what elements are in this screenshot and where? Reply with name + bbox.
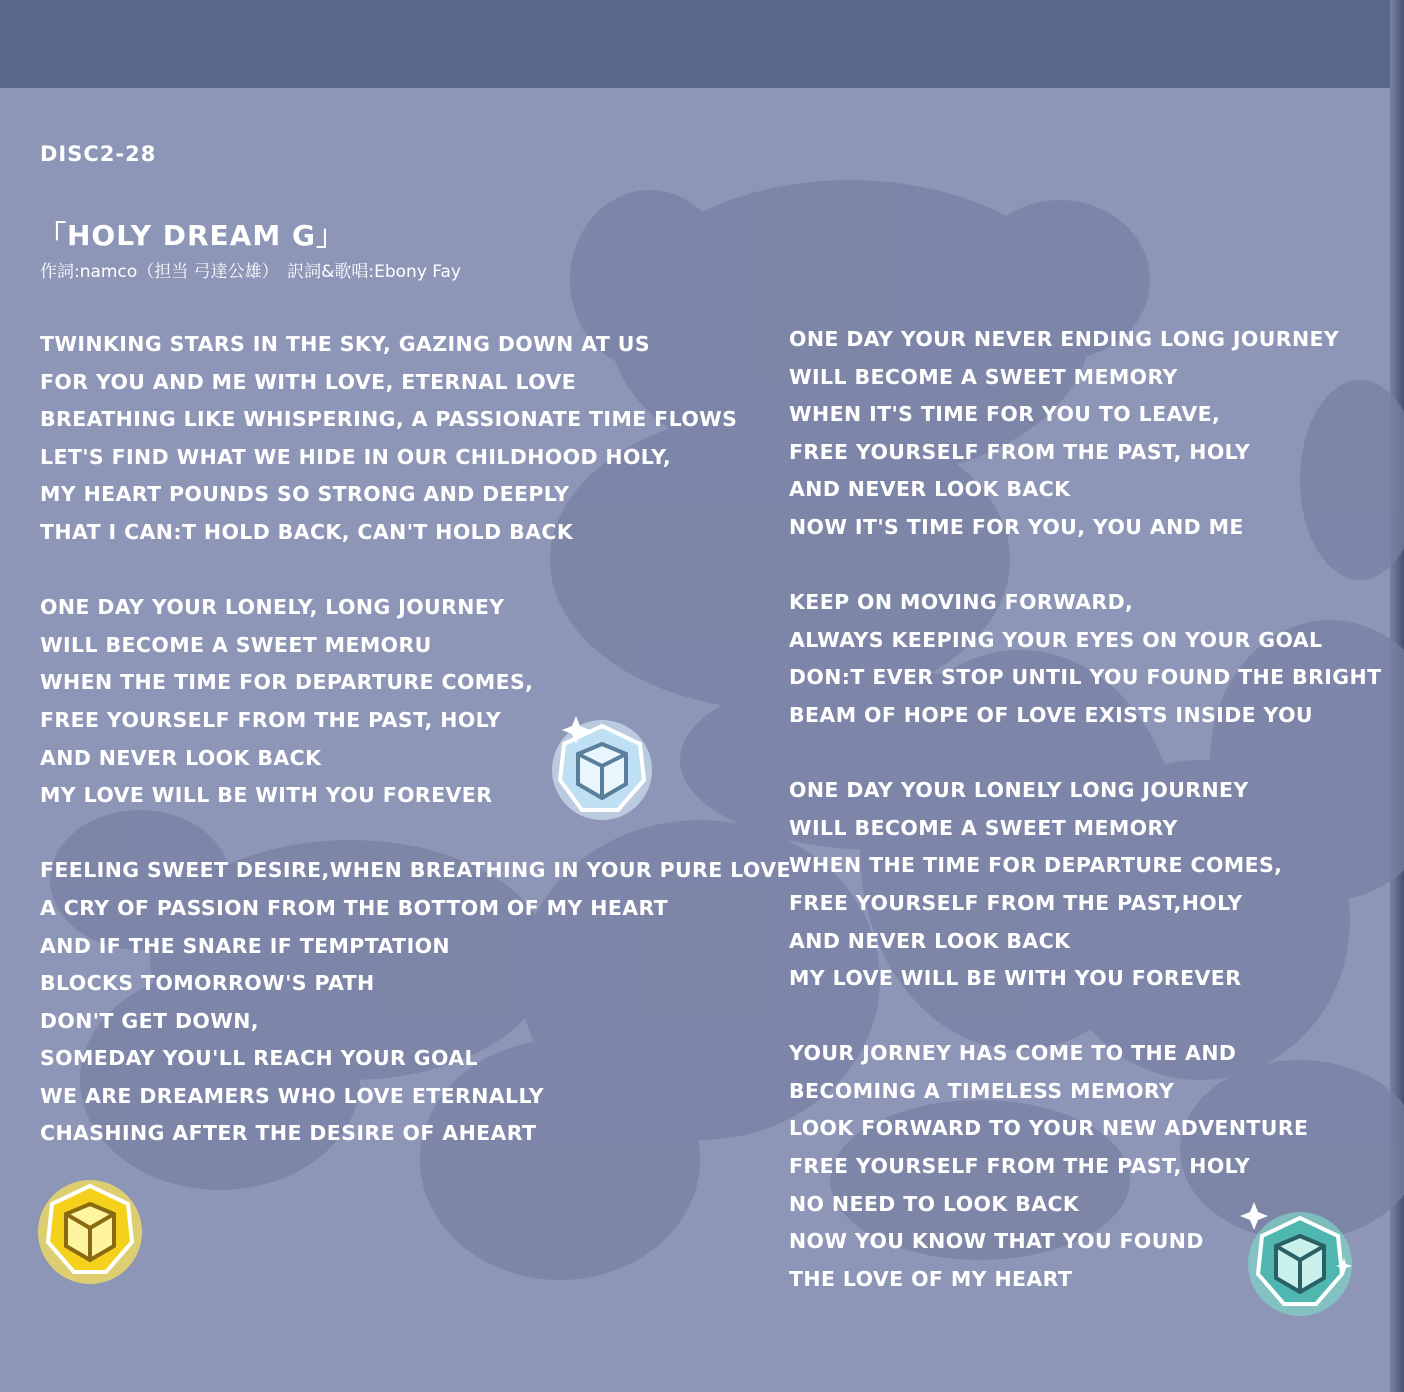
lyrics-stanza	[40, 326, 791, 552]
lyric-line: FEELING SWEET DESIRE,WHEN BREATHING IN YOUR PURE LOVE	[40, 858, 791, 883]
lyric-line: AND NEVER LOOK BACK	[789, 477, 1071, 502]
lyric-line: FREE YOURSELF FROM THE PAST, HOLY	[40, 707, 502, 732]
lyric-line: FREE YOURSELF FROM THE PAST,HOLY	[789, 890, 1243, 915]
lyric-line: BREATHING LIKE WHISPERING, A PASSIONATE TIME FLOWS	[40, 407, 738, 432]
lyric-line: LOOK FORWARD TO YOUR NEW ADVENTURE	[789, 1116, 1309, 1141]
lyric-line: WILL BECOME A SWEET MEMORU	[40, 632, 432, 657]
lyric-line: FOR YOU AND ME WITH LOVE, ETERNAL LOVE	[40, 369, 577, 394]
lyric-line: WE ARE DREAMERS WHO LOVE ETERNALLY	[40, 1083, 545, 1108]
lyrics-stanza	[40, 852, 791, 1153]
lyric-line: FREE YOURSELF FROM THE PAST, HOLY	[789, 439, 1251, 464]
diamond-gem-icon-teal	[1236, 1198, 1360, 1322]
lyric-line: NOW YOU KNOW THAT YOU FOUND	[789, 1229, 1204, 1254]
diamond-gem-icon-blue	[540, 710, 664, 822]
lyric-line: WHEN THE TIME FOR DEPARTURE COMES,	[789, 853, 1283, 878]
lyric-line: AND IF THE SNARE IF TEMPTATION	[40, 933, 450, 958]
lyric-line: ONE DAY YOUR NEVER ENDING LONG JOURNEY	[789, 327, 1340, 351]
lyric-line: AND NEVER LOOK BACK	[789, 928, 1071, 953]
lyric-line: KEEP ON MOVING FORWARD,	[789, 590, 1134, 615]
lyrics-stanza	[40, 589, 791, 815]
lyric-line: MY HEART POUNDS SO STRONG AND DEEPLY	[40, 482, 570, 507]
lyric-line: WILL BECOME A SWEET MEMORY	[789, 815, 1178, 840]
lyric-line: ALWAYS KEEPING YOUR EYES ON YOUR GOAL	[789, 627, 1323, 652]
diamond-gem-icon-yellow	[30, 1170, 150, 1290]
lyric-line: YOUR JORNEY HAS COME TO THE AND	[789, 1041, 1237, 1066]
lyric-line: BLOCKS TOMORROW'S PATH	[40, 971, 375, 996]
lyric-line: BEAM OF HOPE OF LOVE EXISTS INSIDE YOU	[789, 702, 1313, 727]
lyric-line: MY LOVE WILL BE WITH YOU FOREVER	[40, 783, 493, 808]
lyric-line: BECOMING A TIMELESS MEMORY	[789, 1078, 1175, 1103]
lyric-line: TWINKING STARS IN THE SKY, GAZING DOWN AT US	[40, 332, 651, 356]
song-credits: 作詞:namco（担当 弓達公雄） 訳詞&歌唱:Ebony Fay	[40, 262, 461, 282]
lyrics-column-left	[40, 326, 791, 1191]
lyric-line: SOMEDAY YOU'LL REACH YOUR GOAL	[40, 1046, 478, 1071]
lyric-line: THE LOVE OF MY HEART	[789, 1266, 1073, 1291]
disc-track-number: DISC2-28	[40, 142, 157, 166]
lyric-line: CHASHING AFTER THE DESIRE OF AHEART	[40, 1121, 537, 1146]
lyric-line: DON'T GET DOWN,	[40, 1008, 259, 1033]
lyric-line: DON:T EVER STOP UNTIL YOU FOUND THE BRIGHT	[789, 665, 1382, 690]
lyric-line: ONE DAY YOUR LONELY LONG JOURNEY	[789, 778, 1249, 803]
lyrics-stanza	[789, 584, 1381, 734]
lyrics-stanza	[789, 321, 1381, 547]
lyrics-column-right	[789, 321, 1381, 1336]
lyric-line: NO NEED TO LOOK BACK	[789, 1191, 1080, 1216]
lyric-line: A CRY OF PASSION FROM THE BOTTOM OF MY HEART	[40, 895, 669, 920]
lyric-line: AND NEVER LOOK BACK	[40, 745, 322, 770]
lyric-line: LET'S FIND WHAT WE HIDE IN OUR CHILDHOOD HOLY,	[40, 444, 672, 469]
song-title: 「HOLY DREAM G」	[38, 219, 345, 252]
lyric-line: ONE DAY YOUR LONELY, LONG JOURNEY	[40, 595, 505, 620]
lyrics-stanza	[789, 772, 1381, 998]
lyric-line: MY LOVE WILL BE WITH YOU FOREVER	[789, 966, 1242, 991]
lyric-line: FREE YOURSELF FROM THE PAST, HOLY	[789, 1154, 1251, 1179]
lyric-line: THAT I CAN:T HOLD BACK, CAN'T HOLD BACK	[40, 519, 574, 544]
lyric-line: NOW IT'S TIME FOR YOU, YOU AND ME	[789, 514, 1244, 539]
lyric-line: WILL BECOME A SWEET MEMORY	[789, 364, 1178, 389]
lyric-line: WHEN THE TIME FOR DEPARTURE COMES,	[40, 670, 534, 695]
lyric-line: WHEN IT'S TIME FOR YOU TO LEAVE,	[789, 402, 1221, 427]
